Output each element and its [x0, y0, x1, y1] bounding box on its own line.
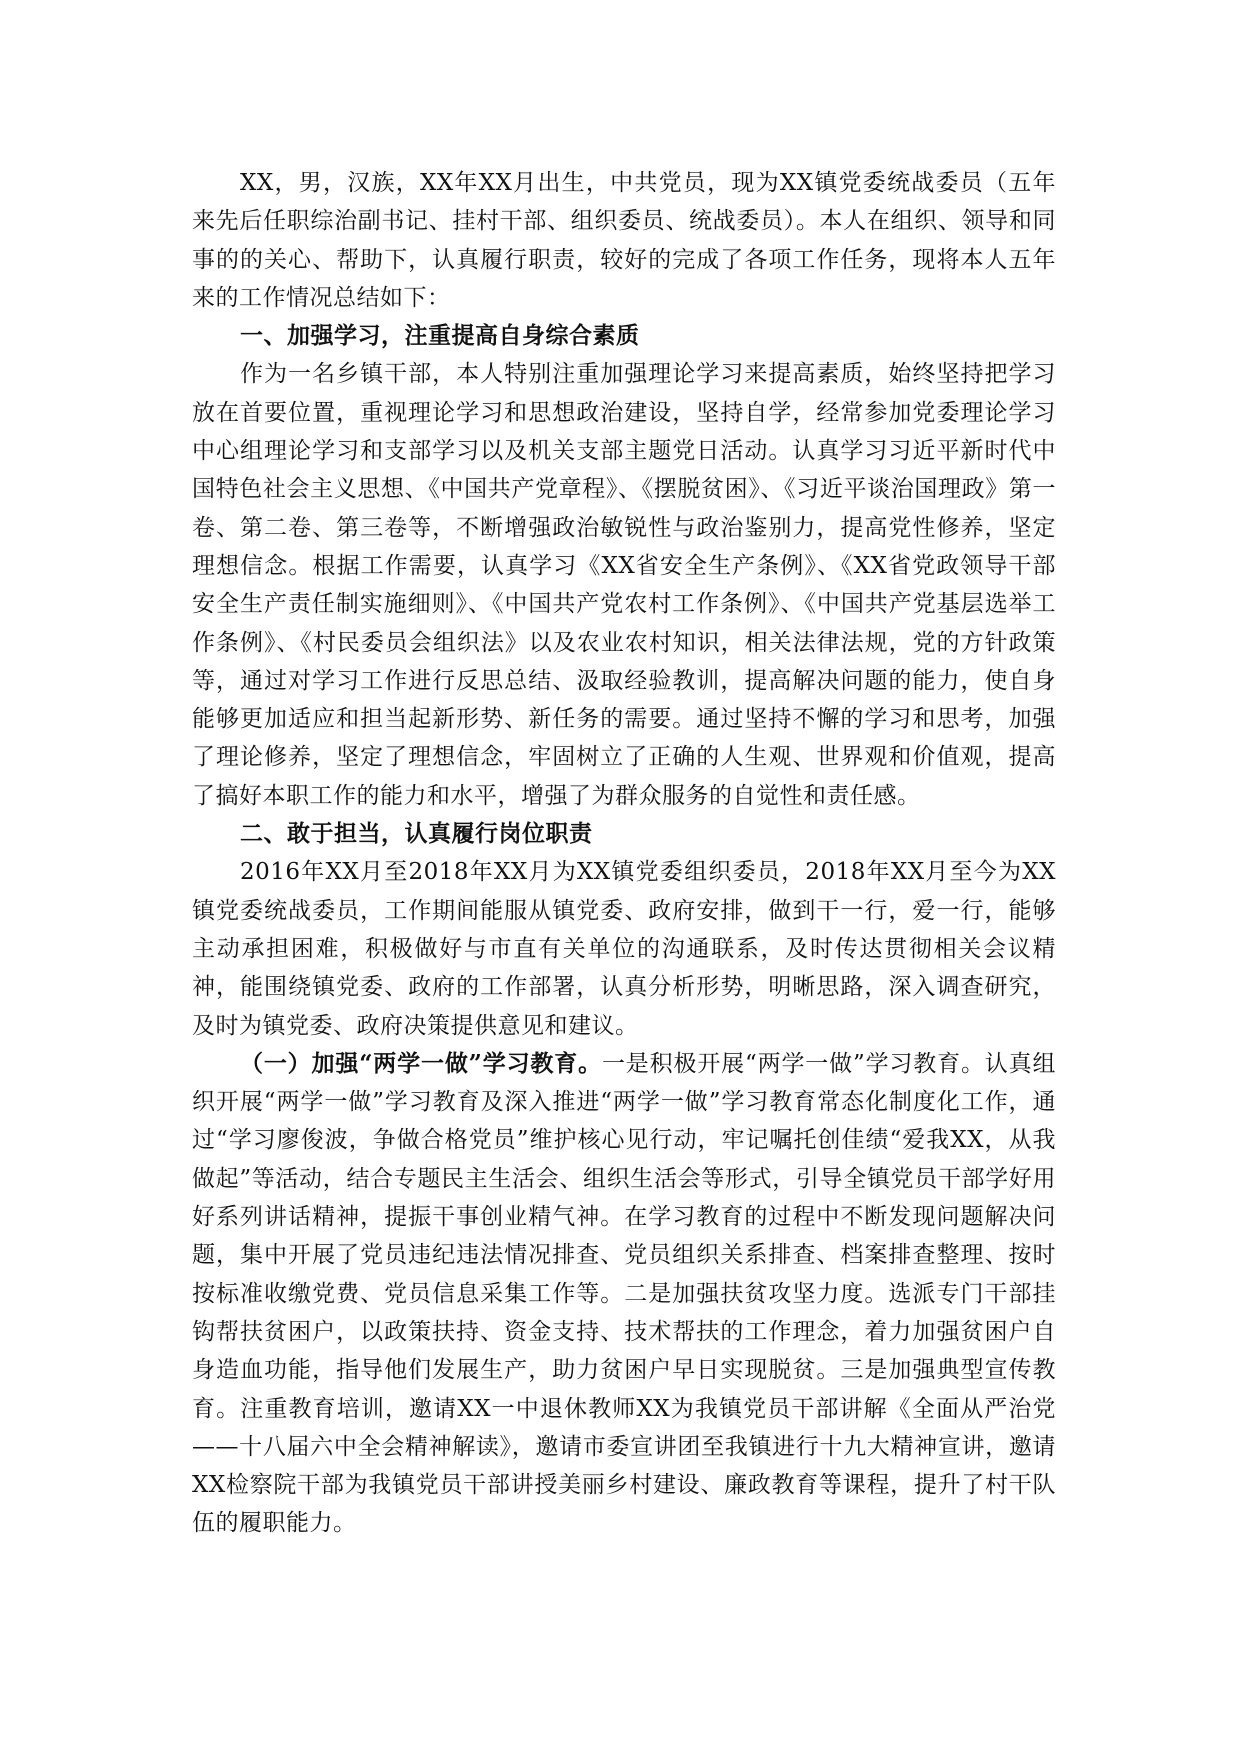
- section-2-heading: 二、敢于担当，认真履行岗位职责: [240, 820, 593, 848]
- section-1-paragraph: 作为一名乡镇干部，本人特别注重加强理论学习来提高素质，始终坚持把学习放在首要位置，重视理论学习和思想政治建设，坚持自学，经常参加党委理论学习中心组理论学习和支部学习以及机关支部主题党日活动。认真学习习近平新时代中国特色社会主义思想、《中国共产党章程》、《摆脱贫困》、《习近平谈治国理政》第一卷、第二卷、第三卷等，不断增强政治敏锐性与政治鉴别力，提高党性修养，坚定理想信念。根据工作需要，认真学习《XX省安全生产条例》、《XX省党政领导干部安全生产责任制实施细则》、《中国共产党农村工作条例》、《中国共产党基层选举工作条例》、《村民委员会组织法》以及农业农村知识，相关法律法规，党的方针政策等，通过对学习工作进行反思总结、汲取经验教训，提高解决问题的能力，使自身能够更加适应和担当起新形势、新任务的需要。通过坚持不懈的学习和思考，加强了理论修养，坚定了理想信念，牢固树立了正确的人生观、世界观和价值观，提高了搞好本职工作的能力和水平，增强了为群众服务的自觉性和责任感。: [192, 361, 1056, 809]
- subsection-1-paragraph: [192, 1045, 1056, 1543]
- section-2-paragraph: 2016年XX月至2018年XX月为XX镇党委组织委员，2018年XX月至今为XX镇党委统战委员，工作期间能服从镇党委、政府安排，做到干一行，爱一行，能够主动承担困难，积极做好与市直有关单位的沟通联系，及时传达贯彻相关会议精神，能围绕镇党委、政府的工作部署，认真分析形势，明晰思路，深入调查研究，及时为镇党委、政府决策提供意见和建议。: [192, 859, 1056, 1039]
- intro-paragraph: XX，男，汉族，XX年XX月出生，中共党员，现为XX镇党委统战委员（五年来先后任职综治副书记、挂村干部、组织委员、统战委员）。本人在组织、领导和同事的的关心、帮助下，认真履行职责，较好的完成了各项工作任务，现将本人五年来的工作情况总结如下：: [192, 170, 1056, 311]
- section-1-heading: 一、加强学习，注重提高自身综合素质: [240, 322, 640, 350]
- subsection-1-heading: （一）加强“两学一做”学习教育。: [240, 1049, 602, 1077]
- document-body: [192, 164, 1056, 1543]
- subsection-1-body: 一是积极开展“两学一做”学习教育。认真组织开展“两学一做”学习教育及深入推进“两学一做”学习教育常态化制度化工作，通过“学习廖俊波，争做合格党员”维护核心见行动，牢记嘱托创佳绩“爱我XX，从我做起”等活动，结合专题民主生活会、组织生活会等形式，引导全镇党员干部学好用好系列讲话精神，提振干事创业精气神。在学习教育的过程中不断发现问题解决问题，集中开展了党员违纪违法情况排查、党员组织关系排查、档案排查整理、按时按标准收缴党费、党员信息采集工作等。二是加强扶贫攻坚力度。选派专门干部挂钩帮扶贫困户，以政策扶持、资金支持、技术帮扶的工作理念，着力加强贫困户自身造血功能，指导他们发展生产，助力贫困户早日实现脱贫。三是加强典型宣传教育。注重教育培训，邀请XX一中退休教师XX为我镇党员干部讲解《全面从严治党——十八届六中全会精神解读》，邀请市委宣讲团至我镇进行十九大精神宣讲，邀请XX检察院干部为我镇党员干部讲授美丽乡村建设、廉政教育等课程，提升了村干队伍的履职能力。: [192, 1050, 1056, 1537]
